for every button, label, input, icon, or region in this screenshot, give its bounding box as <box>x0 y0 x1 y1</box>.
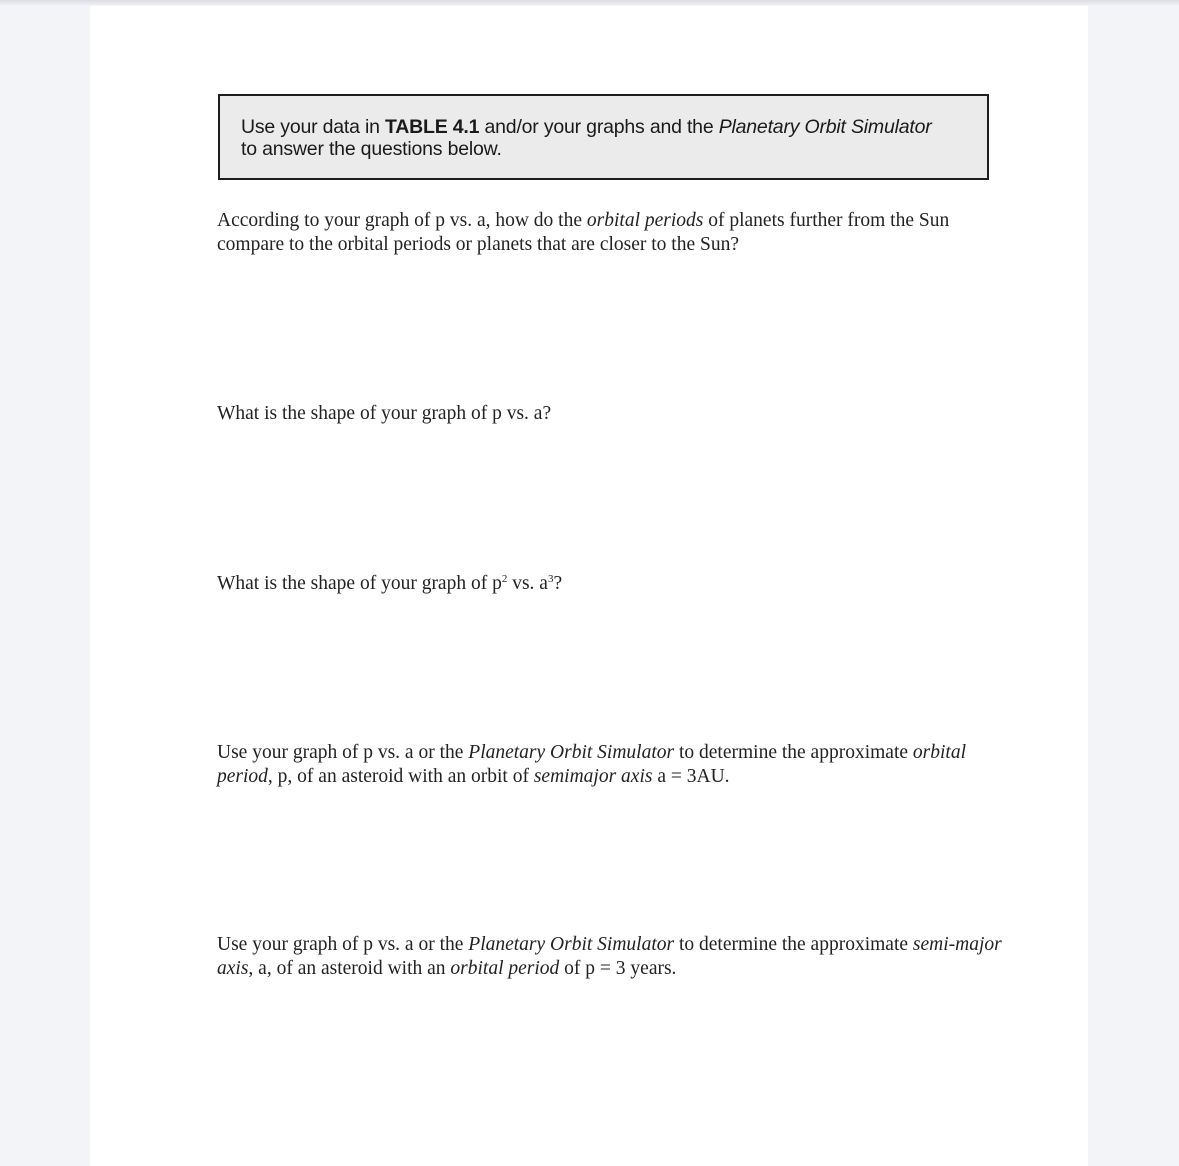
instruction-text: Use your data in <box>241 116 386 138</box>
instruction-box <box>218 94 989 180</box>
question-text: Use your graph of p vs. a or the <box>217 934 469 955</box>
question-text: What is the shape of your graph of p vs. a? <box>217 403 552 424</box>
question-2 <box>217 402 1007 426</box>
instruction-text: to answer the questions below. <box>241 138 502 160</box>
question-emphasis: Planetary Orbit Simulator <box>468 934 675 955</box>
question-text: , p, of an asteroid with an orbit of <box>267 766 534 787</box>
question-text: Use your graph of p vs. a or the <box>217 742 469 763</box>
question-emphasis: orbital periods <box>586 210 704 231</box>
exponent: 3 <box>547 573 554 585</box>
question-text: to determine the approximate <box>674 934 913 955</box>
question-emphasis: semimajor axis <box>533 766 653 787</box>
question-4 <box>217 741 1007 789</box>
question-3 <box>217 572 1007 596</box>
question-emphasis: semi-major axis <box>217 934 1002 979</box>
question-emphasis: Planetary Orbit Simulator <box>468 742 675 763</box>
question-text: What is the shape of your graph of p <box>217 573 502 594</box>
viewer-top-edge <box>0 0 1179 5</box>
simulator-name: Planetary Orbit Simulator <box>718 116 932 138</box>
question-text: ? <box>553 573 563 594</box>
exponent: 2 <box>501 573 508 585</box>
question-1 <box>217 209 1007 257</box>
question-text: of planets further from the Sun compare to the orbital periods or planets that are closer to the Sun? <box>217 210 950 255</box>
question-text: vs. a <box>507 573 548 594</box>
question-emphasis: orbital period <box>217 742 966 787</box>
question-text: According to your graph of p vs. a, how do the <box>217 210 587 231</box>
question-text: , a, of an asteroid with an <box>248 958 451 979</box>
table-reference: TABLE 4.1 <box>385 116 480 138</box>
question-text: a = 3AU. <box>652 766 730 787</box>
question-text: to determine the approximate <box>674 742 913 763</box>
question-5 <box>217 933 1007 981</box>
document-page <box>90 6 1088 1166</box>
question-text: of p = 3 years. <box>559 958 677 979</box>
instruction-text: and/or your graphs and the <box>479 116 719 138</box>
question-emphasis: orbital period <box>450 958 560 979</box>
